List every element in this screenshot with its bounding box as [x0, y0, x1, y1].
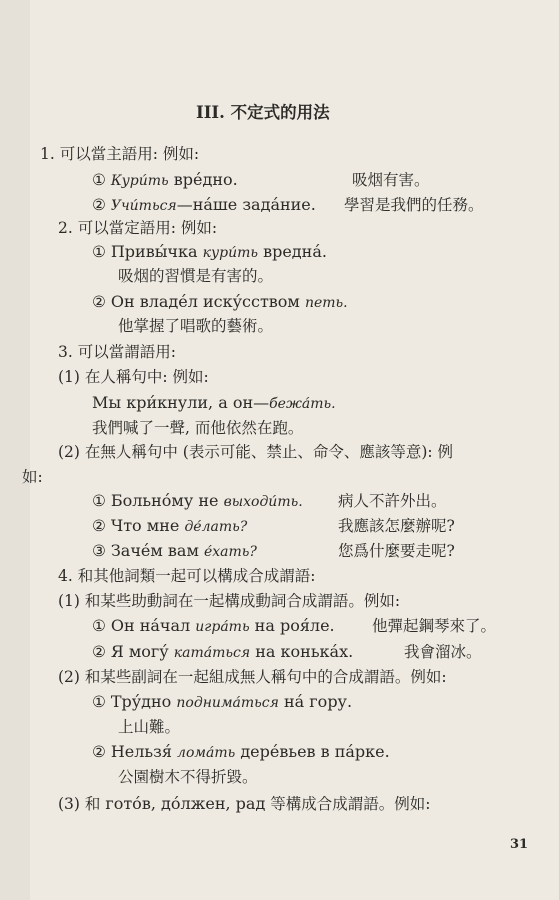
text-line: [58, 442, 453, 462]
chinese-text: ③: [92, 542, 111, 560]
text-line: [344, 195, 484, 215]
italic-russian-word: петь.: [304, 295, 348, 311]
chinese-text: (1) 和某些助動詞在一起構成動詞合成謂語。例如:: [58, 592, 401, 610]
text-line: [58, 342, 176, 362]
russian-text: вредна́.: [258, 242, 327, 261]
section-title: III. 不定式的用法: [196, 103, 330, 122]
chinese-text: 1. 可以當主語用: 例如:: [40, 145, 200, 163]
italic-russian-word: игра́ть: [195, 619, 250, 635]
chinese-text: 學習是我們的任務。: [344, 196, 484, 214]
chinese-text: ①: [92, 171, 111, 189]
russian-text: Больно́му не: [110, 491, 224, 510]
chinese-text: ①: [92, 492, 111, 510]
chinese-text: 他掌握了唱歌的藝術。: [118, 317, 274, 335]
russian-text: Мы кри́кнули, а он—: [92, 393, 270, 412]
text-line: [118, 767, 258, 787]
text-line: [58, 667, 447, 687]
text-line: [118, 316, 273, 336]
text-line: [40, 144, 199, 164]
russian-text: Он на́чал: [110, 616, 196, 635]
russian-text: на́ гору.: [278, 692, 353, 711]
text-line: [92, 292, 348, 313]
chinese-text: 病人不許外出。: [338, 492, 447, 510]
italic-russian-word: е́хать?: [204, 544, 257, 560]
page-number: 31: [510, 837, 529, 852]
chinese-text: 公園樹木不得折毀。: [118, 768, 258, 786]
russian-text: Тру́дно: [110, 692, 177, 711]
text-line: [22, 467, 43, 487]
chinese-text: 我會溜冰。: [404, 643, 482, 661]
chinese-text: (3) 和: [58, 795, 106, 813]
russian-text: Привы́чка: [110, 242, 203, 261]
chinese-text: 吸烟有害。: [352, 171, 430, 189]
chinese-text: 我們喊了一聲, 而他依然在跑。: [92, 419, 304, 437]
text-line: [92, 242, 327, 263]
text-line: [118, 717, 180, 737]
italic-russian-word: Учи́ться: [110, 198, 177, 214]
italic-russian-word: лома́ть: [177, 745, 236, 761]
italic-russian-word: бежа́ть.: [269, 396, 336, 412]
text-line: [338, 491, 447, 511]
text-line: [58, 591, 400, 611]
text-line: [92, 491, 303, 512]
text-line: [92, 692, 352, 713]
italic-russian-word: де́лать?: [184, 519, 248, 535]
chinese-text: (2) 和某些副詞在一起組成無人稱句中的合成謂語。例如:: [58, 668, 447, 686]
chinese-text: 如:: [22, 468, 43, 486]
chinese-text: ①: [92, 693, 111, 711]
russian-text: Нельзя́: [110, 742, 178, 761]
page-gutter-shadow: [0, 0, 30, 900]
chinese-text: 上山難。: [118, 718, 181, 736]
russian-text: Что мне: [110, 516, 185, 535]
chinese-text: 2. 可以當定語用: 例如:: [58, 219, 218, 237]
text-line: [92, 418, 303, 438]
chinese-text: 吸烟的習慣是有害的。: [118, 267, 274, 285]
chinese-text: (2) 在無人稱句中 (表示可能、禁止、命令、應該等意): 例: [58, 443, 454, 461]
italic-russian-word: кури́ть: [202, 245, 258, 261]
chinese-text: ②: [92, 643, 111, 661]
russian-text: на конька́х.: [250, 642, 354, 661]
text-line: [352, 170, 430, 190]
text-line: [92, 170, 238, 191]
russian-text: на роя́ле.: [249, 616, 335, 635]
italic-russian-word: ката́ться: [173, 645, 251, 661]
chinese-text: ②: [92, 196, 111, 214]
text-line: [92, 616, 335, 637]
russian-text: Он владе́л иску́сством: [110, 292, 305, 311]
italic-russian-word: Кури́ть: [110, 173, 169, 189]
text-line: [338, 516, 455, 536]
text-line: [118, 266, 273, 286]
text-line: [372, 616, 496, 636]
chinese-text: 我應該怎麼辦呢?: [338, 517, 455, 535]
chinese-text: ①: [92, 617, 111, 635]
russian-text: —на́ше зада́ние.: [176, 195, 316, 214]
text-line: [92, 642, 353, 663]
chinese-text: ②: [92, 293, 111, 311]
russian-text: гото́в, до́лжен, рад: [105, 794, 266, 813]
russian-text: Я могу́: [110, 642, 174, 661]
italic-russian-word: поднима́ться: [176, 695, 279, 711]
chinese-text: ①: [92, 243, 111, 261]
text-line: [92, 516, 247, 537]
text-line: [338, 541, 455, 561]
chinese-text: 4. 和其他詞類一起可以構成合成謂語:: [58, 567, 316, 585]
russian-text: дере́вьев в па́рке.: [235, 742, 390, 761]
russian-text: Заче́м вам: [110, 541, 204, 560]
chinese-text: (1) 在人稱句中: 例如:: [58, 368, 209, 386]
text-line: [92, 195, 316, 216]
text-line: [92, 393, 336, 414]
russian-text: вре́дно.: [168, 170, 238, 189]
text-line: [92, 541, 257, 562]
chinese-text: ②: [92, 517, 111, 535]
text-line: [404, 642, 482, 662]
text-line: [58, 794, 430, 814]
chinese-text: 3. 可以當謂語用:: [58, 343, 176, 361]
chinese-text: 他彈起鋼琴來了。: [372, 617, 497, 635]
italic-russian-word: выходи́ть.: [223, 494, 303, 510]
text-line: [58, 367, 209, 387]
text-line: [92, 742, 390, 763]
chinese-text: ②: [92, 743, 111, 761]
chinese-text: 等構成合成謂語。例如:: [265, 795, 431, 813]
chinese-text: 您爲什麼要走呢?: [338, 542, 455, 560]
text-line: [58, 566, 315, 586]
text-line: [58, 218, 217, 238]
